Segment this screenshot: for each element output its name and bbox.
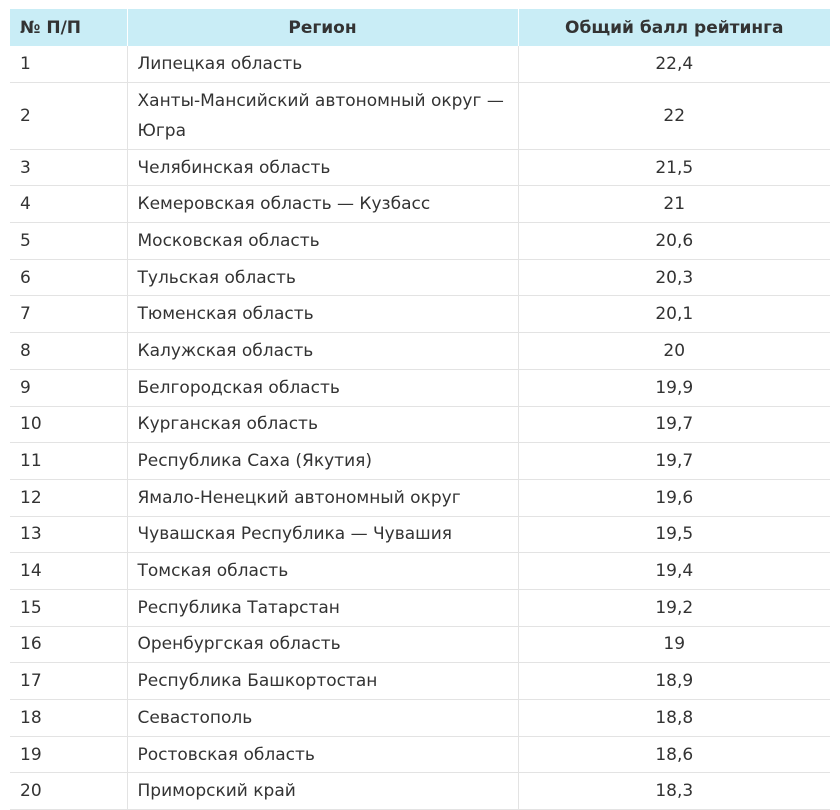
table-row [10,186,830,223]
table-row [10,626,830,663]
table-row [10,82,830,149]
row-score: 18,6 [518,736,830,773]
row-score: 19 [518,626,830,663]
header-num: № П/П [10,9,127,46]
row-num: 2 [10,82,127,149]
rating-table-container [10,9,830,810]
row-num: 11 [10,443,127,480]
row-region: Тюменская область [127,296,518,333]
row-num: 16 [10,626,127,663]
row-region: Московская область [127,223,518,260]
table-body [10,46,830,810]
header-row [10,9,830,46]
table-header [10,9,830,46]
row-num: 3 [10,149,127,186]
row-region: Севастополь [127,700,518,737]
row-region: Республика Башкортостан [127,663,518,700]
row-region: Республика Татарстан [127,589,518,626]
table-row [10,443,830,480]
row-num: 9 [10,369,127,406]
table-row [10,773,830,810]
row-score: 19,5 [518,516,830,553]
row-num: 4 [10,186,127,223]
row-region: Приморский край [127,773,518,810]
row-num: 10 [10,406,127,443]
table-row [10,663,830,700]
row-region: Калужская область [127,333,518,370]
row-num: 17 [10,663,127,700]
row-num: 13 [10,516,127,553]
row-region: Курганская область [127,406,518,443]
header-region: Регион [127,9,518,46]
row-score: 21,5 [518,149,830,186]
row-region: Республика Саха (Якутия) [127,443,518,480]
row-region: Ханты-Мансийский автономный округ — Югра [127,82,518,149]
row-region: Томская область [127,553,518,590]
table-row [10,46,830,82]
row-region: Оренбургская область [127,626,518,663]
row-region: Ямало-Ненецкий автономный округ [127,479,518,516]
row-region: Липецкая область [127,46,518,82]
row-region: Ростовская область [127,736,518,773]
table-row [10,700,830,737]
row-num: 15 [10,589,127,626]
table-row [10,553,830,590]
table-row [10,406,830,443]
header-score: Общий балл рейтинга [518,9,830,46]
row-score: 19,2 [518,589,830,626]
table-row [10,333,830,370]
table-row [10,369,830,406]
row-score: 18,8 [518,700,830,737]
row-score: 22 [518,82,830,149]
table-row [10,589,830,626]
row-score: 20,1 [518,296,830,333]
table-row [10,223,830,260]
row-region: Челябинская область [127,149,518,186]
row-score: 22,4 [518,46,830,82]
row-region: Тульская область [127,259,518,296]
row-num: 8 [10,333,127,370]
row-score: 19,7 [518,406,830,443]
row-num: 19 [10,736,127,773]
table-row [10,736,830,773]
row-num: 7 [10,296,127,333]
row-score: 18,9 [518,663,830,700]
table-row [10,479,830,516]
row-score: 21 [518,186,830,223]
row-score: 19,7 [518,443,830,480]
row-region: Чувашская Республика — Чувашия [127,516,518,553]
row-num: 1 [10,46,127,82]
row-score: 19,9 [518,369,830,406]
row-score: 20 [518,333,830,370]
row-score: 20,3 [518,259,830,296]
row-num: 20 [10,773,127,810]
table-row [10,259,830,296]
table-row [10,516,830,553]
rating-table [10,9,830,810]
row-num: 18 [10,700,127,737]
row-score: 19,6 [518,479,830,516]
row-score: 18,3 [518,773,830,810]
row-region: Белгородская область [127,369,518,406]
row-score: 20,6 [518,223,830,260]
row-num: 6 [10,259,127,296]
row-region: Кемеровская область — Кузбасс [127,186,518,223]
row-num: 14 [10,553,127,590]
row-num: 12 [10,479,127,516]
row-score: 19,4 [518,553,830,590]
row-num: 5 [10,223,127,260]
table-row [10,149,830,186]
table-row [10,296,830,333]
